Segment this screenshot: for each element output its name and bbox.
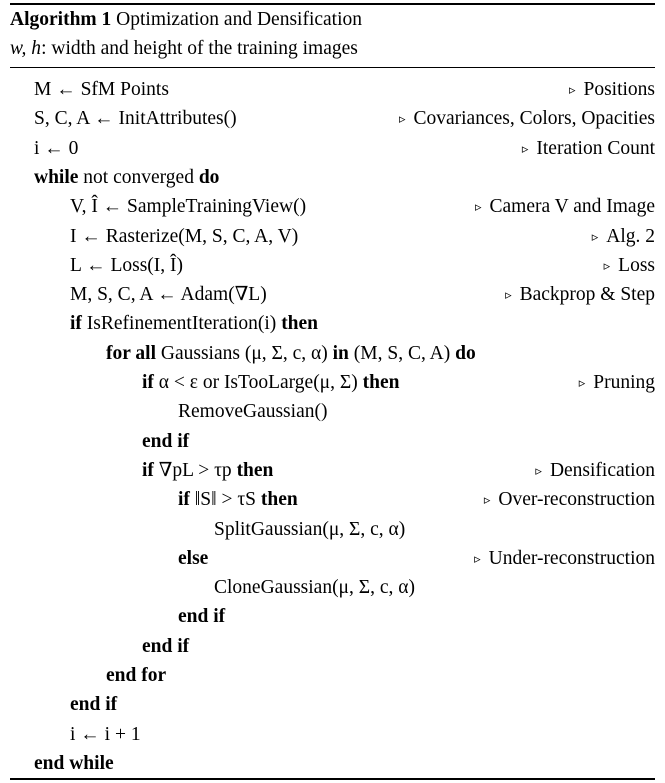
algorithm-line [0, 339, 655, 368]
line-code: V, Î ← SampleTrainingView() [70, 196, 307, 218]
line-code: end if [142, 635, 190, 657]
line-comment [399, 104, 655, 134]
line-comment [579, 368, 655, 398]
line-comment [592, 222, 655, 252]
comment-triangle-icon: ▹ [568, 82, 576, 97]
comment-text: Under-reconstruction [488, 547, 655, 569]
comment-text: Loss [618, 254, 655, 276]
line-code: end while [34, 752, 114, 774]
comment-triangle-icon: ▹ [505, 287, 512, 303]
algorithm-line [0, 749, 655, 778]
algorithm-line [0, 280, 655, 309]
algorithm-line [0, 163, 655, 192]
line-code: if ∇pL > τp then [142, 459, 274, 481]
comment-text: Positions [583, 79, 655, 100]
algorithm-params [10, 37, 358, 61]
params-vars: w, h [10, 38, 42, 59]
comment-triangle-icon: ▹ [474, 199, 482, 215]
line-code: else [178, 547, 209, 569]
algorithm-line [0, 690, 655, 719]
comment-triangle-icon: ▹ [603, 257, 611, 273]
line-comment [522, 134, 655, 164]
bottom-rule [10, 778, 655, 780]
line-code: for all Gaussians (μ, Σ, c, α) in (M, S, C, A) do [106, 342, 476, 364]
algorithm-line [0, 222, 655, 251]
comment-triangle-icon: ▹ [521, 140, 529, 156]
comment-text: Iteration Count [536, 137, 655, 159]
comment-triangle-icon: ▹ [591, 228, 599, 244]
line-comment [474, 544, 655, 574]
algorithm-title: Optimization and Densification [116, 9, 363, 30]
line-code: M ← SfM Points [34, 79, 169, 100]
line-code: end for [106, 665, 167, 686]
mid-rule [10, 67, 655, 68]
line-code: end if [142, 430, 190, 452]
comment-text: Backprop & Step [519, 284, 655, 306]
comment-text: Over-reconstruction [498, 489, 655, 511]
algorithm-line [0, 309, 655, 338]
line-code: end if [178, 606, 226, 628]
line-code: if α < ε or IsTooLarge(μ, Σ) then [142, 372, 400, 393]
top-rule [10, 3, 655, 5]
algorithm-line [0, 456, 655, 485]
comment-triangle-icon: ▹ [535, 462, 542, 478]
algorithm-line [0, 368, 655, 397]
line-code: SplitGaussian(μ, Σ, c, α) [214, 518, 406, 540]
algorithm-line [0, 485, 655, 514]
line-code: while not converged do [34, 166, 220, 188]
line-code: CloneGaussian(μ, Σ, c, α) [214, 577, 415, 599]
algorithm-line [0, 573, 655, 602]
line-code: i ← i + 1 [70, 723, 141, 745]
algorithm-line [0, 134, 655, 163]
line-comment [569, 75, 655, 105]
line-code: S, C, A ← InitAttributes() [34, 108, 237, 130]
algorithm-line [0, 720, 655, 749]
line-comment [505, 280, 655, 310]
algorithm-line [0, 397, 655, 426]
algorithm-line [0, 661, 655, 690]
line-code: end if [70, 694, 118, 716]
line-code: if IsRefinementIteration(i) then [70, 313, 319, 335]
comment-text: Alg. 2 [606, 225, 655, 247]
params-text: : width and height of the training images [41, 38, 358, 59]
line-code: M, S, C, A ← Adam(∇L) [70, 284, 267, 306]
line-comment [475, 192, 655, 222]
comment-text: Densification [549, 459, 655, 481]
algorithm-line [0, 251, 655, 280]
algorithm-line [0, 104, 655, 133]
comment-triangle-icon: ▹ [398, 111, 406, 127]
algorithm-line [0, 632, 655, 661]
comment-triangle-icon: ▹ [474, 550, 481, 566]
line-code: if ‖S‖ > τS then [178, 489, 298, 511]
line-code: I ← Rasterize(M, S, C, A, V) [70, 225, 299, 247]
algorithm-label: Algorithm 1 [10, 9, 112, 30]
algorithm-line [0, 192, 655, 221]
line-comment [535, 456, 655, 486]
line-code: L ← Loss(I, Î) [70, 254, 184, 276]
line-code: RemoveGaussian() [178, 401, 328, 423]
line-comment [484, 485, 655, 515]
algorithm-line [0, 427, 655, 456]
comment-triangle-icon: ▹ [578, 375, 586, 390]
line-code: i ← 0 [34, 137, 79, 159]
comment-text: Covariances, Colors, Opacities [413, 108, 655, 130]
algorithm-line [0, 515, 655, 544]
algorithm-caption [10, 8, 362, 32]
algorithm-line [0, 75, 655, 104]
algorithm-line [0, 602, 655, 631]
comment-triangle-icon: ▹ [483, 492, 491, 508]
algorithm-line [0, 544, 655, 573]
line-comment [604, 251, 655, 281]
comment-text: Camera V and Image [489, 196, 655, 218]
comment-text: Pruning [593, 372, 655, 393]
